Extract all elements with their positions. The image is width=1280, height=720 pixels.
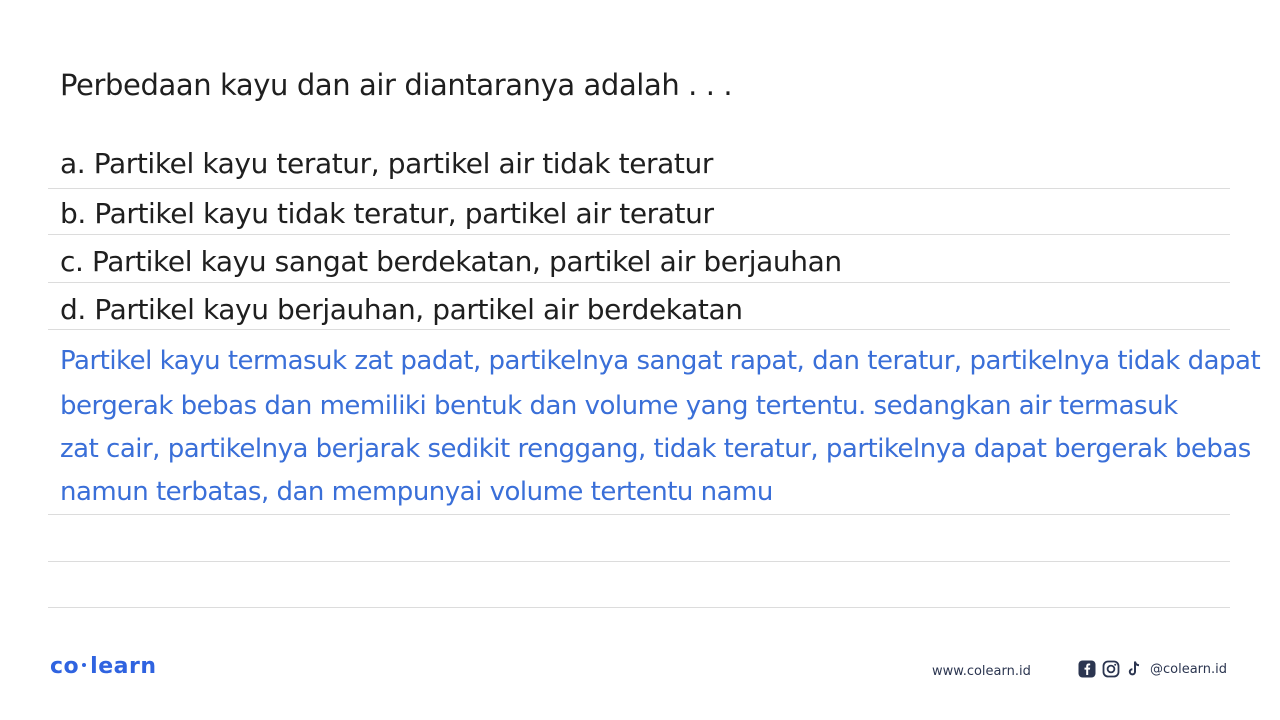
answer-line-2: bergerak bebas dan memiliki bentuk dan volume yang tertentu. sedangkan air termasuk (60, 391, 1178, 421)
divider (48, 329, 1230, 330)
question-text: Perbedaan kayu dan air diantaranya adalah . . . (60, 68, 733, 102)
divider (48, 607, 1230, 608)
divider (48, 514, 1230, 515)
tiktok-icon[interactable] (1126, 660, 1142, 678)
divider (48, 188, 1230, 189)
facebook-icon[interactable] (1078, 660, 1096, 678)
option-a: a. Partikel kayu teratur, partikel air tidak teratur (60, 147, 713, 180)
option-b: b. Partikel kayu tidak teratur, partikel air teratur (60, 197, 714, 230)
colearn-logo (50, 654, 156, 679)
divider (48, 234, 1230, 235)
answer-line-1: Partikel kayu termasuk zat padat, partikelnya sangat rapat, dan teratur, partikelnya tidak dapat (60, 346, 1261, 376)
website-link[interactable]: www.colearn.id (932, 664, 1031, 679)
option-c: c. Partikel kayu sangat berdekatan, partikel air berjauhan (60, 245, 842, 278)
logo-text-left: co (50, 654, 80, 679)
instagram-icon[interactable] (1102, 660, 1120, 678)
answer-line-3: zat cair, partikelnya berjarak sedikit renggang, tidak teratur, partikelnya dapat bergerak bebas (60, 434, 1251, 464)
logo-text-right: learn (90, 654, 157, 679)
answer-line-4: namun terbatas, dan mempunyai volume tertentu namu (60, 477, 773, 507)
social-links (1078, 660, 1227, 678)
social-handle[interactable]: @colearn.id (1150, 661, 1228, 677)
divider (48, 561, 1230, 562)
divider (48, 282, 1230, 283)
logo-dot (82, 663, 86, 667)
option-d: d. Partikel kayu berjauhan, partikel air berdekatan (60, 293, 743, 326)
